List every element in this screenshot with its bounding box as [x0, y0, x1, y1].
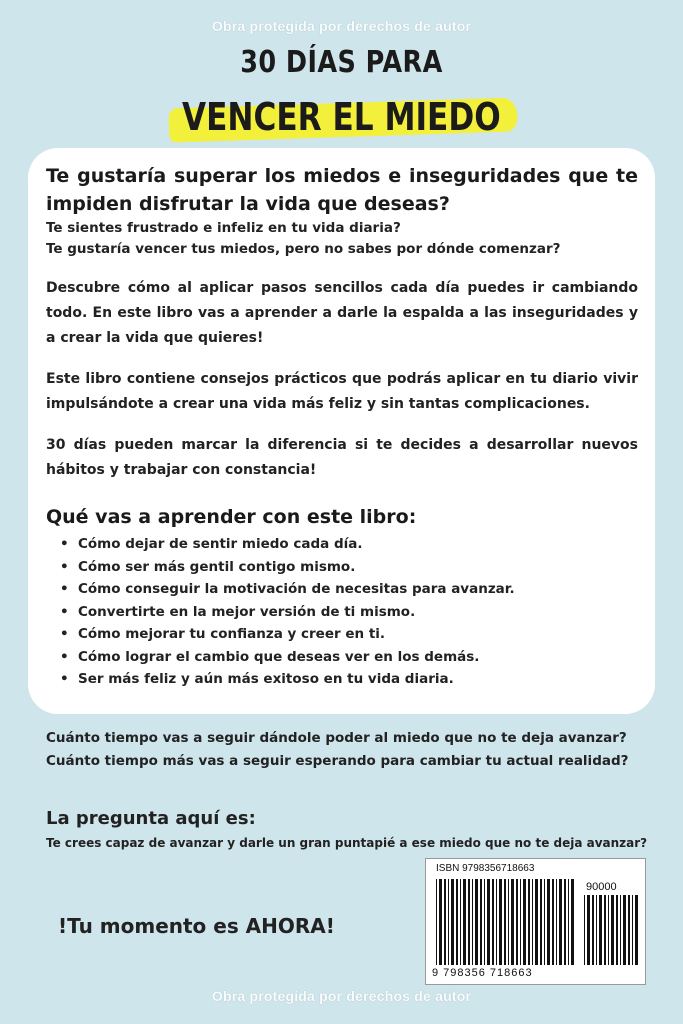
- barcode-bar: [475, 879, 478, 965]
- list-item: • Cómo ser más gentil contigo mismo.: [46, 556, 638, 579]
- barcode-bar: [556, 879, 557, 965]
- spacer: [46, 417, 638, 433]
- barcode-bar: [487, 879, 490, 965]
- barcode-bar: [599, 895, 602, 965]
- barcode-bar: [492, 879, 494, 965]
- isbn-barcode: [425, 858, 646, 985]
- barcode-bar: [547, 879, 550, 965]
- pregunta-heading: La pregunta aquí es:: [46, 808, 256, 829]
- watermark-bottom: Obra protegida por derechos de autor: [211, 988, 472, 1004]
- sub-question-1: Te sientes frustrado e infeliz en tu vida diaria?: [46, 220, 401, 236]
- learn-heading: Qué vas a aprender con este libro:: [46, 506, 417, 528]
- barcode-bar: [436, 879, 437, 965]
- barcode-bar: [608, 895, 609, 965]
- barcode-bar: [616, 895, 618, 965]
- main-question: Te gustaría superar los miedos e inseguridades que te impiden disfrutar la vida que deseas?: [46, 165, 638, 215]
- panel-inner: [46, 162, 638, 691]
- barcode-bar: [552, 879, 554, 965]
- barcode-bar: [516, 879, 518, 965]
- title-line-2: [174, 95, 509, 139]
- list-item: • Ser más feliz y aún más exitoso en tu vida diaria.: [46, 668, 638, 691]
- barcode-bar: [584, 895, 585, 965]
- question-time-1: Cuánto tiempo vas a seguir dándole poder al miedo que no te deja avanzar?: [46, 730, 627, 746]
- isbn-digits: 9 798356 718663: [432, 967, 533, 979]
- spacer: [46, 483, 638, 499]
- barcode-bar: [439, 879, 442, 965]
- price-code: 90000: [586, 881, 617, 893]
- isbn-label: ISBN 9798356718663: [436, 863, 535, 874]
- title-line-2-text: VENCER EL MIEDO: [182, 95, 501, 139]
- barcode-bar: [571, 879, 574, 965]
- barcode-bar: [472, 879, 473, 965]
- barcode-bar: [623, 895, 626, 965]
- paragraph-3: 30 días pueden marcar la diferencia si te decides a desarrollar nuevos hábitos y trabajar con constancia!: [46, 437, 638, 478]
- barcode-main-bars: [436, 879, 576, 965]
- barcode-bar: [587, 895, 590, 965]
- sub-question-2: Te gustaría vencer tus miedos, pero no sabes por dónde comenzar?: [46, 241, 561, 257]
- barcode-bar: [480, 879, 482, 965]
- list-item: • Cómo dejar de sentir miedo cada día.: [46, 533, 638, 556]
- paragraph-2: Este libro contiene consejos prácticos que podrás aplicar en tu diario vivir impulsándote a crear una vida más feliz y sin tantas complicaciones.: [46, 371, 638, 412]
- barcode-bar: [535, 879, 538, 965]
- barcode-bar: [611, 895, 614, 965]
- barcode-bar: [444, 879, 446, 965]
- barcode-bar: [604, 895, 606, 965]
- barcode-bar: [532, 879, 533, 965]
- barcode-bar: [559, 879, 562, 965]
- watermark-top: Obra protegida por derechos de autor: [211, 18, 472, 34]
- barcode-bar: [508, 879, 509, 965]
- barcode-bar: [448, 879, 449, 965]
- barcode-bar: [456, 879, 458, 965]
- content-panel: [28, 148, 655, 714]
- barcode-bar: [564, 879, 566, 965]
- momento-slogan: !Tu momento es AHORA!: [58, 914, 335, 938]
- title-line-1: 30 DÍAS PARA: [240, 45, 443, 80]
- barcode-bar: [511, 879, 514, 965]
- barcode-bar: [451, 879, 454, 965]
- barcode-bar: [499, 879, 502, 965]
- title-line-2-wrap: [0, 95, 683, 139]
- barcode-bar: [540, 879, 542, 965]
- question-time-2: Cuánto tiempo más vas a seguir esperando para cambiar tu actual realidad?: [46, 753, 629, 769]
- list-item: • Cómo conseguir la motivación de necesitas para avanzar.: [46, 578, 638, 601]
- barcode-bar: [460, 879, 461, 965]
- barcode-bar: [523, 879, 526, 965]
- barcode-bar: [484, 879, 485, 965]
- barcode-bar: [463, 879, 466, 965]
- spacer: [46, 260, 638, 276]
- barcode-bar: [596, 895, 597, 965]
- list-item: • Cómo mejorar tu confianza y creer en ti.: [46, 623, 638, 646]
- barcode-bar: [635, 895, 638, 965]
- questions-block: [46, 727, 646, 773]
- barcode-bar: [528, 879, 530, 965]
- barcode-bar: [544, 879, 545, 965]
- barcode-bar: [496, 879, 497, 965]
- spacer: [46, 351, 638, 367]
- barcode-bar: [632, 895, 633, 965]
- list-item: • Convertirte en la mejor versión de ti mismo.: [46, 601, 638, 624]
- barcode-bar: [468, 879, 470, 965]
- barcode-bar: [628, 895, 630, 965]
- barcode-addon-bars: [584, 895, 638, 965]
- barcode-bar: [504, 879, 506, 965]
- barcode-bar: [520, 879, 521, 965]
- list-item: • Cómo lograr el cambio que deseas ver en los demás.: [46, 646, 638, 669]
- pregunta-text: Te crees capaz de avanzar y darle un gran puntapié a ese miedo que no te deja avanzar?: [46, 836, 648, 850]
- paragraph-1: Descubre cómo al aplicar pasos sencillos cada día puedes ir cambiando todo. En este libro vas a aprender a darle la espalda a las inseguridades y a crear la vida que quieres!: [46, 280, 638, 346]
- barcode-bar: [592, 895, 594, 965]
- barcode-bar: [568, 879, 569, 965]
- barcode-bar: [620, 895, 621, 965]
- learn-list: [46, 533, 638, 691]
